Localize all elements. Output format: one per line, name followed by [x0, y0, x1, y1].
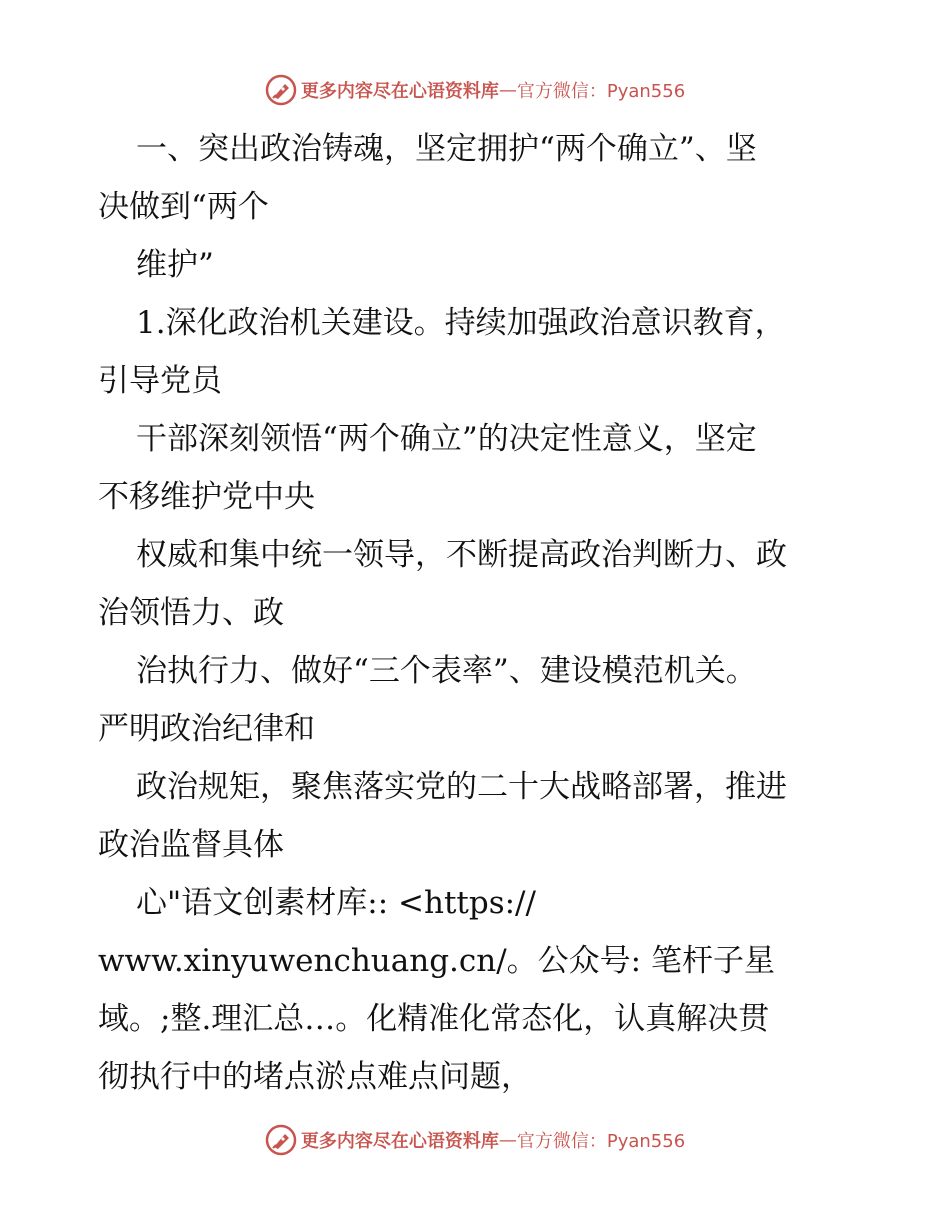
banner-dash: —	[498, 1129, 517, 1151]
banner-wechat-text: 官方微信：Pyan556	[516, 81, 686, 102]
text-line: 彻执行中的堵点淤点难点问题，	[98, 1059, 532, 1095]
text-line: 权威和集中统一领导，不断提高政治判断力、政	[136, 537, 787, 573]
text-line: 严明政治纪律和	[98, 711, 315, 747]
text-line: 1.深化政治机关建设。持续加强政治意识教育，	[136, 305, 786, 341]
text-line: 治执行力、做好“三个表率”、建设模范机关。	[136, 653, 757, 689]
text-line: 政治监督具体	[98, 827, 284, 863]
banner-main-text: 更多内容尽在心语资料库	[300, 81, 499, 102]
text-line: 引导党员	[98, 363, 222, 399]
text-line: www.xinyuwenchuang.cn/。公众号: 笔杆子星	[98, 943, 775, 979]
text-line: 域。;整.理汇总…。化精准化常态化，认真解决贯	[98, 1001, 770, 1037]
text-line: 一、突出政治铸魂，坚定拥护“两个确立”、坚	[136, 131, 757, 167]
text-line: 心"语文创素材库:: <https://	[136, 885, 536, 921]
header-banner	[0, 72, 950, 108]
banner-wechat-text: 官方微信：Pyan556	[516, 1131, 686, 1152]
text-line: 治领悟力、政	[98, 595, 284, 631]
text-line: 政治规矩，聚焦落实党的二十大战略部署，推进	[136, 769, 787, 805]
footer-banner	[0, 1122, 950, 1158]
text-line: 不移维护党中央	[98, 479, 315, 515]
text-line: 决做到“两个	[98, 189, 269, 225]
pen-nib-logo-icon	[265, 1124, 297, 1156]
text-line: 干部深刻领悟“两个确立”的决定性意义，坚定	[136, 421, 757, 457]
text-line: 维护”	[136, 247, 214, 283]
banner-dash: —	[498, 79, 517, 101]
pen-nib-logo-icon	[265, 74, 297, 106]
document-body	[98, 120, 858, 1106]
banner-main-text: 更多内容尽在心语资料库	[300, 1131, 499, 1152]
